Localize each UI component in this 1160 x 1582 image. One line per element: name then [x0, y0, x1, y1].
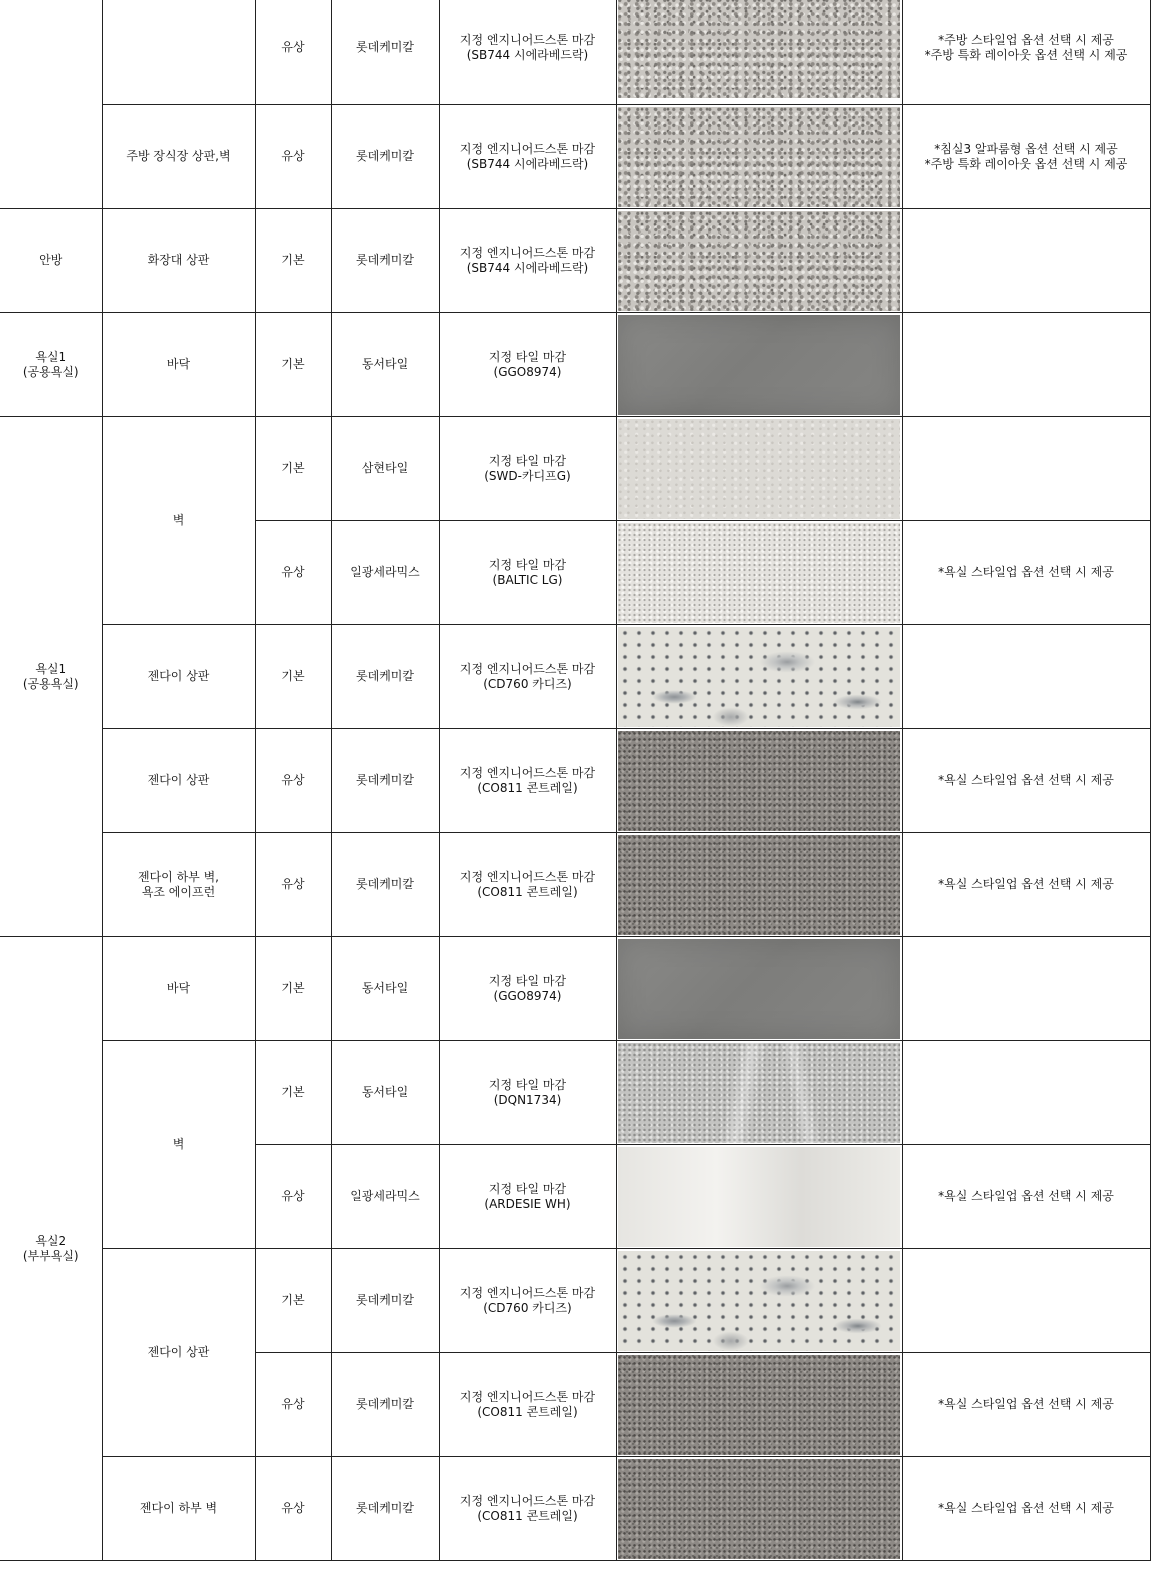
note-cell: *욕실 스타일업 옵션 선택 시 제공 [902, 833, 1150, 937]
note-cell: *욕실 스타일업 옵션 선택 시 제공 [902, 521, 1150, 625]
note-line1: *주방 스타일업 옵션 선택 시 제공 [938, 32, 1114, 47]
material-swatch [618, 523, 900, 623]
location-cell [102, 833, 255, 937]
table-row [0, 1457, 1150, 1561]
type-cell: 기본 [255, 1041, 331, 1145]
spec-line2: (CO811 콘트레일) [477, 884, 578, 899]
maker-cell: 동서타일 [331, 1041, 439, 1145]
material-swatch [618, 939, 900, 1039]
spec-line1: 지정 타일 마감 [488, 453, 567, 468]
location-cell: 벽 [102, 417, 255, 625]
material-swatch [618, 419, 900, 519]
spec-line1: 지정 타일 마감 [488, 557, 567, 572]
area-cell [0, 0, 102, 209]
spec-line2: (DQN1734) [493, 1092, 562, 1107]
maker-cell: 롯데케미칼 [331, 0, 439, 105]
type-cell: 유상 [255, 105, 331, 209]
note-cell: *욕실 스타일업 옵션 선택 시 제공 [902, 1353, 1150, 1457]
swatch-cell [616, 1457, 902, 1561]
swatch-cell [616, 937, 902, 1041]
material-swatch [618, 315, 900, 415]
type-cell: 기본 [255, 937, 331, 1041]
swatch-cell [616, 313, 902, 417]
material-swatch [618, 835, 900, 935]
maker-cell: 롯데케미칼 [331, 729, 439, 833]
spec-cell [439, 625, 616, 729]
location-line2: 욕조 에이프런 [141, 884, 216, 899]
type-cell: 유상 [255, 1145, 331, 1249]
spec-cell [439, 0, 616, 105]
note-cell: *욕실 스타일업 옵션 선택 시 제공 [902, 1457, 1150, 1561]
note-cell [902, 105, 1150, 209]
spec-cell [439, 729, 616, 833]
spec-cell [439, 833, 616, 937]
spec-line2: (BALTIC LG) [492, 572, 563, 587]
type-cell: 기본 [255, 625, 331, 729]
spec-line2: (SWD-카디프G) [484, 468, 571, 483]
swatch-cell [616, 1353, 902, 1457]
spec-cell [439, 105, 616, 209]
maker-cell: 롯데케미칼 [331, 833, 439, 937]
location-cell: 젠다이 상판 [102, 1249, 255, 1457]
table-row [0, 1041, 1150, 1145]
spec-line2: (CO811 콘트레일) [477, 1508, 578, 1523]
table-row [0, 625, 1150, 729]
note-cell: *욕실 스타일업 옵션 선택 시 제공 [902, 1145, 1150, 1249]
swatch-cell [616, 105, 902, 209]
maker-cell: 롯데케미칼 [331, 1353, 439, 1457]
swatch-cell [616, 1041, 902, 1145]
location-cell [102, 0, 255, 105]
note-cell [902, 209, 1150, 313]
area-line1: 욕실1 [35, 661, 67, 676]
table-row [0, 729, 1150, 833]
spec-line2: (ARDESIE WH) [484, 1196, 571, 1211]
material-swatch [618, 1147, 900, 1247]
table-row [0, 105, 1150, 209]
spec-line1: 지정 엔지니어드스톤 마감 [459, 32, 596, 47]
note-cell [902, 1249, 1150, 1353]
type-cell: 기본 [255, 1249, 331, 1353]
material-swatch [618, 1043, 900, 1143]
area-cell: 안방 [0, 209, 102, 313]
spec-line1: 지정 엔지니어드스톤 마감 [459, 661, 596, 676]
swatch-cell [616, 833, 902, 937]
spec-line1: 지정 타일 마감 [488, 1077, 567, 1092]
maker-cell: 동서타일 [331, 937, 439, 1041]
spec-line2: (CO811 콘트레일) [477, 1404, 578, 1419]
spec-cell [439, 1041, 616, 1145]
note-cell: *욕실 스타일업 옵션 선택 시 제공 [902, 729, 1150, 833]
maker-cell: 롯데케미칼 [331, 105, 439, 209]
table-row [0, 313, 1150, 417]
type-cell: 유상 [255, 1353, 331, 1457]
type-cell: 유상 [255, 833, 331, 937]
swatch-cell [616, 625, 902, 729]
spec-line1: 지정 엔지니어드스톤 마감 [459, 1389, 596, 1404]
spec-line2: (SB744 시에라베드락) [466, 47, 589, 62]
swatch-cell [616, 521, 902, 625]
material-swatch [618, 107, 900, 207]
table-row [0, 0, 1150, 105]
type-cell: 유상 [255, 729, 331, 833]
maker-cell: 롯데케미칼 [331, 209, 439, 313]
area-line2: (공용욕실) [22, 676, 79, 691]
note-cell [902, 417, 1150, 521]
maker-cell: 일광세라믹스 [331, 521, 439, 625]
maker-cell: 삼현타일 [331, 417, 439, 521]
table-row [0, 937, 1150, 1041]
note-line2: *주방 특화 레이아웃 옵션 선택 시 제공 [924, 47, 1128, 62]
type-cell: 유상 [255, 521, 331, 625]
note-cell [902, 313, 1150, 417]
spec-line2: (CO811 콘트레일) [477, 780, 578, 795]
maker-cell: 일광세라믹스 [331, 1145, 439, 1249]
spec-line1: 지정 타일 마감 [488, 973, 567, 988]
swatch-cell [616, 417, 902, 521]
type-cell: 기본 [255, 313, 331, 417]
note-cell [902, 937, 1150, 1041]
spec-line2: (CD760 카디즈) [483, 1300, 572, 1315]
material-swatch [618, 1355, 900, 1455]
location-cell: 바닥 [102, 313, 255, 417]
type-cell: 기본 [255, 209, 331, 313]
maker-cell: 롯데케미칼 [331, 1249, 439, 1353]
note-cell [902, 1041, 1150, 1145]
location-cell: 젠다이 하부 벽 [102, 1457, 255, 1561]
location-cell: 젠다이 상판 [102, 729, 255, 833]
location-cell: 젠다이 상판 [102, 625, 255, 729]
spec-cell [439, 1353, 616, 1457]
swatch-cell [616, 1249, 902, 1353]
material-swatch [618, 731, 900, 831]
note-line1: *침실3 알파룸형 옵션 선택 시 제공 [934, 141, 1118, 156]
spec-cell [439, 521, 616, 625]
area-line1: 욕실1 [35, 349, 67, 364]
spec-cell [439, 937, 616, 1041]
table-row [0, 209, 1150, 313]
table-row [0, 417, 1150, 521]
maker-cell: 동서타일 [331, 313, 439, 417]
maker-cell: 롯데케미칼 [331, 625, 439, 729]
spec-cell [439, 1249, 616, 1353]
area-cell [0, 313, 102, 417]
location-cell: 바닥 [102, 937, 255, 1041]
spec-line2: (SB744 시에라베드락) [466, 156, 589, 171]
swatch-cell [616, 729, 902, 833]
note-cell [902, 0, 1150, 105]
spec-cell [439, 209, 616, 313]
area-cell [0, 417, 102, 937]
spec-line1: 지정 타일 마감 [488, 349, 567, 364]
spec-line1: 지정 엔지니어드스톤 마감 [459, 869, 596, 884]
spec-line2: (GGO8974) [493, 364, 562, 379]
spec-line2: (SB744 시에라베드락) [466, 260, 589, 275]
table-row [0, 1249, 1150, 1353]
material-swatch [618, 0, 900, 98]
maker-cell: 롯데케미칼 [331, 1457, 439, 1561]
spec-cell [439, 1145, 616, 1249]
type-cell: 유상 [255, 0, 331, 105]
note-cell [902, 625, 1150, 729]
spec-line1: 지정 엔지니어드스톤 마감 [459, 141, 596, 156]
swatch-cell [616, 209, 902, 313]
material-swatch [618, 627, 900, 727]
spec-cell [439, 1457, 616, 1561]
note-line2: *주방 특화 레이아웃 옵션 선택 시 제공 [924, 156, 1128, 171]
spec-cell [439, 313, 616, 417]
area-line1: 욕실2 [35, 1233, 67, 1248]
area-line2: (공용욕실) [22, 364, 79, 379]
type-cell: 유상 [255, 1457, 331, 1561]
material-swatch [618, 1251, 900, 1351]
location-cell: 화장대 상판 [102, 209, 255, 313]
swatch-cell [616, 0, 902, 105]
spec-line2: (CD760 카디즈) [483, 676, 572, 691]
table-row [0, 833, 1150, 937]
spec-line1: 지정 엔지니어드스톤 마감 [459, 245, 596, 260]
material-swatch [618, 1459, 900, 1559]
location-cell: 주방 장식장 상판,벽 [102, 105, 255, 209]
spec-line2: (GGO8974) [493, 988, 562, 1003]
spec-line1: 지정 엔지니어드스톤 마감 [459, 1493, 596, 1508]
spec-line1: 지정 엔지니어드스톤 마감 [459, 1285, 596, 1300]
spec-line1: 지정 타일 마감 [488, 1181, 567, 1196]
type-cell: 기본 [255, 417, 331, 521]
location-cell: 벽 [102, 1041, 255, 1249]
area-line2: (부부욕실) [22, 1248, 79, 1263]
material-swatch [618, 211, 900, 311]
swatch-cell [616, 1145, 902, 1249]
spec-cell [439, 417, 616, 521]
location-line1: 젠다이 하부 벽, [138, 869, 219, 884]
area-cell [0, 937, 102, 1561]
spec-line1: 지정 엔지니어드스톤 마감 [459, 765, 596, 780]
